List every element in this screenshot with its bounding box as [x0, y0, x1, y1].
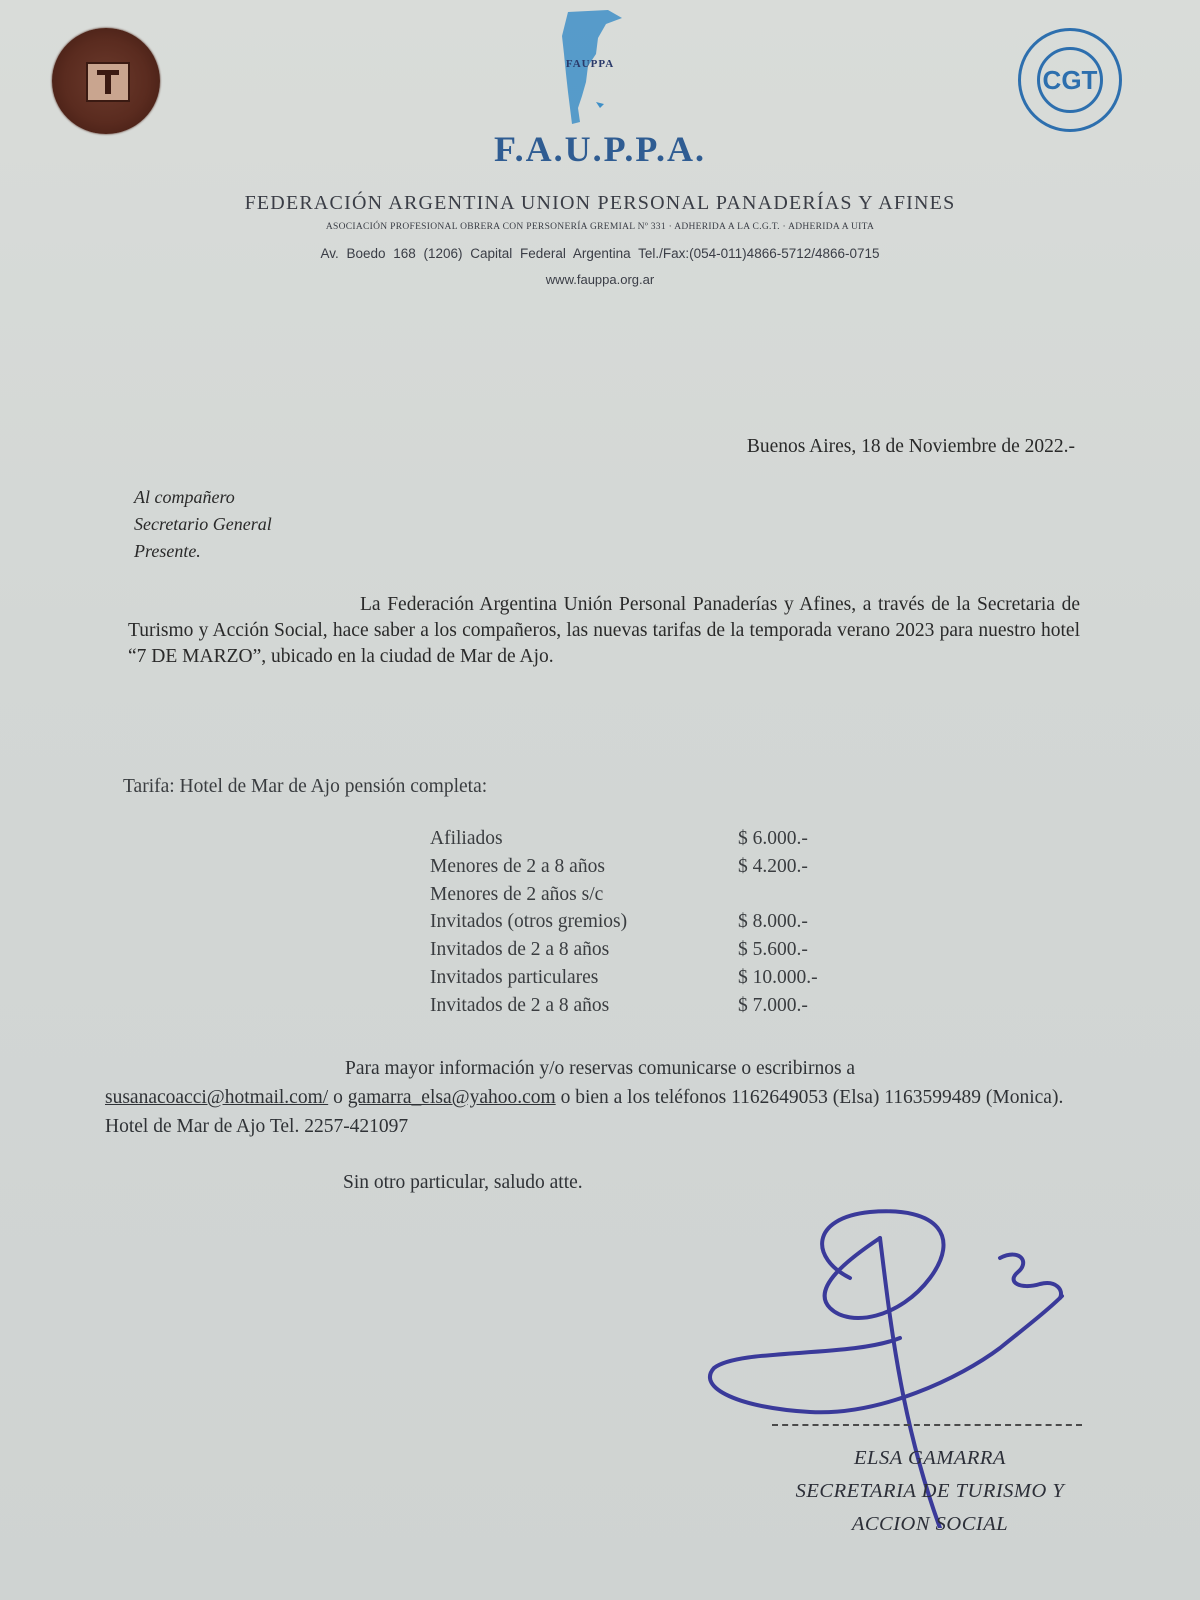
tariff-price: $ 5.600.- — [738, 939, 808, 961]
recipient-line: Al compañero — [134, 487, 235, 507]
tariff-row — [430, 995, 870, 1023]
emblem-shape — [86, 62, 130, 102]
signatory-title: ACCION SOCIAL — [851, 1513, 1009, 1535]
tariff-label: Menores de 2 a 8 años — [430, 855, 605, 877]
recipient-block — [134, 484, 272, 565]
tariff-label: Afiliados — [430, 828, 503, 849]
closing-line: Sin otro particular, saludo atte. — [343, 1172, 583, 1193]
tariff-label: Invitados particulares — [430, 966, 599, 988]
contact-or: o — [328, 1087, 348, 1108]
tariff-label: Menores de 2 años s/c — [430, 883, 604, 905]
map-logo-text: FAUPPA — [565, 58, 615, 70]
tariff-row — [430, 967, 870, 995]
org-name: FEDERACIÓN ARGENTINA UNION PERSONAL PANADERÍAS Y AFINES — [244, 192, 956, 214]
tariff-row — [430, 939, 870, 967]
signatory-title: SECRETARIA DE TURISMO Y — [795, 1480, 1065, 1502]
contact-paragraph — [105, 1054, 1085, 1141]
org-subtitle: ASOCIACIÓN PROFESIONAL OBRERA CON PERSONERÍA GREMIAL Nº 331 · ADHERIDA A LA C.G.T. · ADHERIDA A UITA — [325, 222, 875, 232]
org-acronym: F.A.U.P.P.A. — [493, 129, 707, 169]
contact-intro: Para mayor información y/o reservas comunicarse o escribirnos a — [345, 1058, 856, 1079]
email-link-1[interactable]: susanacoacci@hotmail.com/ — [105, 1087, 329, 1108]
tariff-label: Invitados de 2 a 8 años — [430, 994, 610, 1016]
tariff-row — [430, 856, 870, 884]
org-address: Av. Boedo 168 (1206) Capital Federal Argentina Tel./Fax:(054-011)4866-5712/4866-0715 — [320, 246, 880, 261]
tariff-label: Invitados de 2 a 8 años — [430, 939, 610, 961]
tariff-price: $ 6.000.- — [738, 828, 808, 849]
signature-line — [772, 1424, 1082, 1426]
recipient-line: Secretario General — [134, 514, 272, 534]
tariff-row — [430, 911, 870, 939]
tariff-row — [430, 884, 870, 912]
intro-paragraph: La Federación Argentina Unión Personal Panaderías y Afines, a través de la Secretaria de Turismo y Acción Social, hace saber a los compañeros, las nuevas tarifas de la temporada verano 2023 para nuestro hotel “7 DE MARZO”, ubicado en la ciudad de Mar de Ajo. — [128, 594, 1080, 667]
tariff-price: $ 7.000.- — [738, 994, 808, 1016]
org-website: www.fauppa.org.ar — [545, 272, 655, 287]
signature-block — [740, 1442, 1120, 1541]
recipient-line: Presente. — [134, 541, 201, 561]
tariff-price: $ 4.200.- — [738, 855, 808, 877]
tariff-label: Invitados (otros gremios) — [430, 911, 628, 933]
tariff-row — [430, 828, 870, 856]
email-link-2[interactable]: gamarra_elsa@yahoo.com — [347, 1087, 556, 1108]
union-emblem-icon — [52, 28, 160, 134]
tariff-title: Tarifa: Hotel de Mar de Ajo pensión completa: — [123, 776, 488, 797]
tariff-price: $ 8.000.- — [738, 911, 808, 933]
letter-date: Buenos Aires, 18 de Noviembre de 2022.- — [746, 436, 1075, 457]
cgt-logo-icon — [1018, 28, 1122, 132]
tariff-table — [430, 828, 870, 1023]
signatory-name: ELSA GAMARRA — [854, 1447, 1006, 1469]
cgt-logo-text: CGT — [1037, 47, 1103, 113]
contact-phones: o bien a los teléfonos 1162649053 (Elsa) 1163599489 (Monica). Hotel de Mar de Ajo Tel. 2257-421097 — [105, 1087, 1064, 1137]
tariff-price: $ 10.000.- — [738, 966, 818, 988]
